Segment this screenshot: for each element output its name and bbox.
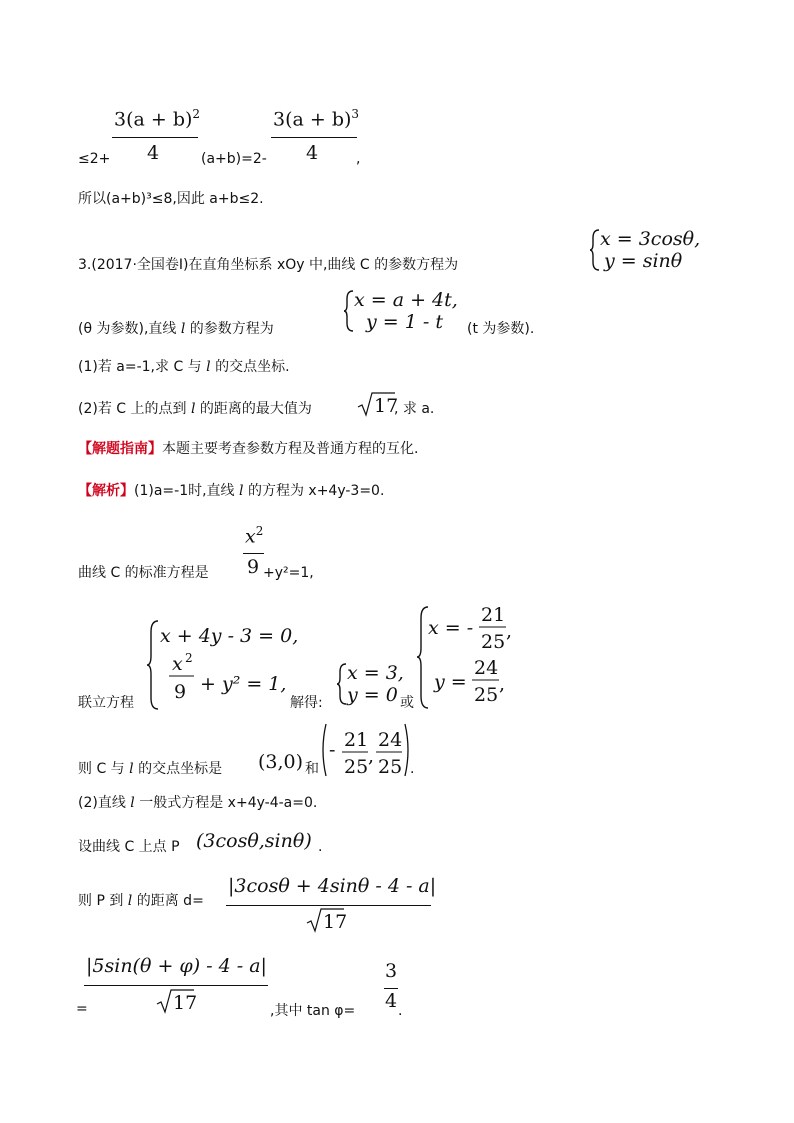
svg-text:25: 25 — [474, 684, 499, 706]
frac1-denominator: 4 — [147, 142, 160, 164]
point-1: (3,0) — [258, 751, 304, 773]
problem3-text-a: 3.(2017·全国卷Ⅰ)在直角坐标系 xOy 中,曲线 C 的参数方程为 — [78, 257, 459, 273]
line1-mid: (a+b)=2- — [201, 151, 267, 167]
svg-text:x = a + 4t,: x = a + 4t, — [354, 289, 458, 311]
svg-text:17: 17 — [374, 395, 399, 417]
solution-part-2: (2)直线 l 一般式方程是 x+4y-4-a=0. — [78, 795, 318, 811]
svg-text:25: 25 — [378, 756, 403, 778]
point-p-end: . — [318, 839, 323, 855]
frac1-numerator: $3(a + b)^2$ — [114, 107, 201, 131]
problem3-text-b: (θ 为参数),直线 l 的参数方程为 — [78, 321, 274, 337]
frac1-bar — [112, 137, 198, 138]
tan-bar — [384, 988, 398, 989]
brace-icon — [417, 607, 428, 708]
equals-sign: = — [76, 1001, 88, 1017]
solution-line-1: 【解析】(1)a=-1时,直线 l 的方程为 x+4y-3=0. — [78, 483, 385, 499]
and-label: 和 — [305, 761, 319, 777]
brace-icon — [590, 230, 599, 270]
guide-tag: 【解题指南】 — [78, 441, 162, 457]
brace-icon — [337, 664, 346, 704]
svg-text:,: , — [506, 620, 513, 642]
svg-text:x: x — [172, 653, 183, 675]
intersection-end: . — [410, 761, 415, 777]
solution-tag: 【解析】 — [78, 483, 134, 499]
tan-end: . — [398, 1003, 403, 1019]
standard-eq-text: 曲线 C 的标准方程是 — [78, 565, 209, 581]
point-2 — [320, 722, 420, 780]
leq-prefix: ≤2+ — [78, 151, 111, 167]
point-p-text: 设曲线 C 上点 P — [78, 839, 180, 855]
line1-suffix: , — [356, 151, 361, 167]
svg-text:x = 3,: x = 3, — [347, 662, 404, 684]
distance-label: 则 P 到 l 的距离 d= — [78, 893, 204, 909]
curve-param-system — [590, 226, 730, 276]
tan-text: ,其中 tan φ= — [270, 1003, 356, 1019]
svg-text:9: 9 — [174, 681, 187, 703]
brace-icon — [147, 621, 158, 709]
frac2-numerator: $3(a + b)^3$ — [273, 107, 360, 131]
svg-text:+ y² = 1,: + y² = 1, — [200, 673, 287, 695]
frac2-bar — [271, 137, 357, 138]
distance2-numerator: |5sin(θ + φ) - 4 - a| — [86, 955, 267, 977]
std-frac-numerator: $x^2$ — [245, 524, 264, 548]
svg-text:25: 25 — [481, 631, 506, 653]
or-label: 或 — [400, 695, 414, 711]
intersection-text: 则 C 与 l 的交点坐标是 — [78, 761, 223, 777]
solution-2-system — [418, 604, 528, 712]
standard-eq-rest: +y²=1, — [263, 565, 314, 581]
svg-text:x = 3cosθ,: x = 3cosθ, — [600, 228, 701, 250]
svg-text:17: 17 — [323, 911, 348, 933]
svg-text:2: 2 — [185, 651, 193, 665]
tan-numerator: 3 — [385, 960, 398, 982]
svg-text:24: 24 — [474, 657, 499, 679]
svg-text:24: 24 — [378, 729, 403, 751]
svg-text:17: 17 — [173, 992, 198, 1014]
brace-icon — [344, 291, 353, 331]
svg-text:x = -: x = - — [428, 617, 474, 639]
solve-label: 解得: — [290, 695, 323, 711]
svg-text:y =: y = — [434, 671, 467, 693]
svg-text:y = 0: y = 0 — [347, 684, 398, 706]
tan-denominator: 4 — [385, 990, 398, 1012]
svg-text:21: 21 — [481, 604, 506, 626]
distance2-sqrt — [156, 987, 206, 1017]
std-frac-denominator: 9 — [247, 556, 260, 578]
svg-text:,: , — [499, 673, 506, 695]
question-2: (2)若 C 上的点到 l 的距离的最大值为 — [78, 401, 312, 417]
line-param-system — [344, 287, 474, 337]
std-frac-bar — [243, 553, 264, 554]
svg-text:21: 21 — [344, 729, 369, 751]
distance-numerator: |3cosθ + 4sinθ - 4 - a| — [228, 875, 437, 897]
distance-sqrt — [306, 906, 356, 936]
problem3-text-d: (t 为参数). — [467, 321, 535, 337]
point-p-coords: (3cosθ,sinθ) — [196, 830, 312, 852]
svg-text:25: 25 — [344, 756, 369, 778]
sys-label: 联立方程 — [78, 695, 134, 711]
question-1: (1)若 a=-1,求 C 与 l 的交点坐标. — [78, 359, 290, 375]
svg-text:y = sinθ: y = sinθ — [604, 250, 683, 272]
conclusion-line: 所以(a+b)³≤8,因此 a+b≤2. — [78, 191, 264, 207]
svg-text:y = 1 - t: y = 1 - t — [366, 311, 443, 333]
frac2-denominator: 4 — [306, 142, 319, 164]
question-2-end: , 求 a. — [394, 401, 435, 417]
distance2-bar — [84, 985, 268, 986]
svg-text:-: - — [329, 739, 336, 761]
svg-text:,: , — [368, 745, 375, 767]
svg-text:x + 4y - 3 = 0,: x + 4y - 3 = 0, — [160, 625, 299, 647]
guide-line: 【解题指南】本题主要考查参数方程及普通方程的互化. — [78, 441, 419, 457]
